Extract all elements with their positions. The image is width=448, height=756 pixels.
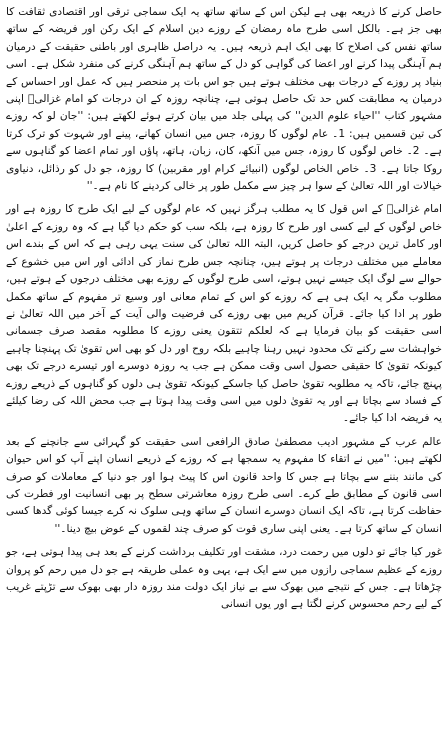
article-paragraph: حاصل کرنے کا ذریعہ بھی ہے لیکن اس کے ساتھ ساتھ یہ ایک سماجی ترقی اور اقتصادی ثقافت کا بھی جز ہے۔ بالکل اسی طرح ماہ رمضان کے روزے دین اسلام کے ایک رکن اور فریضہ کے ساتھ ساتھ نفس کی اصلاح کا بھی ایک اہم ذریعہ ہیں۔ یہ دراصل ظاہری اور باطنی حقیقت کے درمیان ہم آہنگی پیدا کرنے اور اعضا کی گواہی کو دل کے ساتھ ہم آہنگی کرنے کی منفرد شکل ہے۔ اسی بنیاد پر روزے کے درجات بھی مختلف ہوتے ہیں جو اس بات پر منحصر ہیں کہ عمل اور احساس کے درمیان یہ مطابقت کس حد تک حاصل ہوتی ہے، چنانچہ روزہ کے ان درجات کو امام غزالیؒ اپنی مشہور کتاب ''احیاء علوم الدین'' کی پہلی جلد میں بیان کرتے ہوئے لکھتے ہیں: ''جان لو کہ روزے کی تین قسمیں ہیں: 1۔ عام لوگوں کا روزہ، جس میں انسان کھانے، پینے اور شہوت کو ترک کرتا ہے۔ 2۔ خاص لوگوں کا روزہ، جس میں آنکھ، کان، زبان، ہاتھ، پاؤں اور تمام اعضا کو گناہوں سے روکا جاتا ہے۔ 3۔ خاص الخاص لوگوں (انبیائے کرام اور مقربین) کا روزہ، جو دل کو رذائل، دنیاوی خیالات اور اللہ تعالیٰ کے سوا ہر چیز سے مکمل طور پر خالی کردینے کا نام ہے۔'' (6, 6, 442, 193)
article-paragraph: غور کیا جائے تو دلوں میں رحمت درد، مشقت اور تکلیف برداشت کرنے کے بعد ہی پیدا ہوتی ہے، جو روزے کے عظیم سماجی رازوں میں سے ایک ہے، یہی وہ عملی طریقہ ہے جو دل میں رحم کو پروان چڑھاتا ہے۔ جس کے نتیجے میں بھوک سے بے نیاز ایک دولت مند روزہ دار بھی بھوک سے تڑپتے غریب کے لیے رحم محسوس کرنے لگتا ہے اور یوں انسانی (6, 546, 442, 611)
article-paragraph: عالم عرب کے مشہور ادیب مصطفیٰ صادق الرافعی اسی حقیقت کو گہرائی سے جانچنے کے بعد لکھتے ہیں: ''میں نے اتقاء کا مفہوم یہ سمجھا ہے کہ روزے کے ذریعے انسان اپنے آپ کو اس حیوان کی مانند بننے سے بچاتا ہے جس کا واحد قانون اس کا پیٹ ہوا اور جو دنیا کے معاملات کو صرف اسی قانون کے مطابق طے کرے۔ اسی طرح روزہ معاشرتی سطح پر بھی انسانیت اور فطرت کی حفاظت کرتا ہے، تاکہ ایک انسان دوسرے انسان کے ساتھ وہی سلوک نہ کرے جیسا کوئی گدھا کسی انسان کے ساتھ کرتا ہے۔ یعنی اپنی ساری قوت کو صرف چند لقموں کے عوض بیچ دینا۔'' (6, 435, 442, 535)
article-paragraph: امام غزالیؒ کے اس قول کا یہ مطلب ہرگز نہیں کہ عام لوگوں کے لیے ایک طرح کا روزہ ہے اور خاص لوگوں کے لیے کسی اور طرح کا روزہ ہے، بلکہ سب کو حکم دیا گیا ہے کہ وہ روزے کے اعلیٰ اور کامل ترین درجے کو حاصل کریں، البتہ اللہ تعالیٰ کی سنت یہی رہی ہے کہ اس کے بندے اس معاملے میں مختلف درجات پر ہوتے ہیں، چنانچہ جس طرح نماز کی ادائی اور اس میں خشوع کے حوالے سے لوگ ایک جیسے نہیں ہوتے، اسی طرح لوگوں کے روزے بھی مختلف درجوں کے ہوتے ہیں، مطلوب مگر یہ ایک ہی ہے کہ روزے کو اس کے تمام معانی اور وسیع تر مفہوم کے ساتھ مکمل طور پر ادا کیا جائے۔ قرآن کریم میں بھی روزے کی فرضیت والی آیت کے آخر میں اللہ تعالیٰ نے اسی حقیقت کو بیان فرمایا ہے کہ لعلکم تتقون یعنی روزے کا مطلوبہ مقصد صرف جسمانی خواہشات سے رکنے تک محدود نہیں رہنا چاہیے بلکہ روح اور دل کو بھی اس تقویٰ تک پہنچنا چاہیے کیونکہ تقویٰ کا حقیقی حصول اسی وقت ممکن ہے جب یہ روزہ دوسرے اور تیسرے درجے تک بھی پہنچ جائے، تاکہ یہ مطلوبہ تقویٰ حاصل کیا جاسکے کیونکہ تقویٰ ہی دلوں کو گناہوں کے ذریعے روزے کے فساد سے بچاتا ہے اور یہ تقویٰ دلوں میں اسی وقت پیدا ہوتا ہے جب محض اللہ کی رضا کیلئے یہ فریضہ ادا کیا جائے۔ (6, 203, 442, 425)
